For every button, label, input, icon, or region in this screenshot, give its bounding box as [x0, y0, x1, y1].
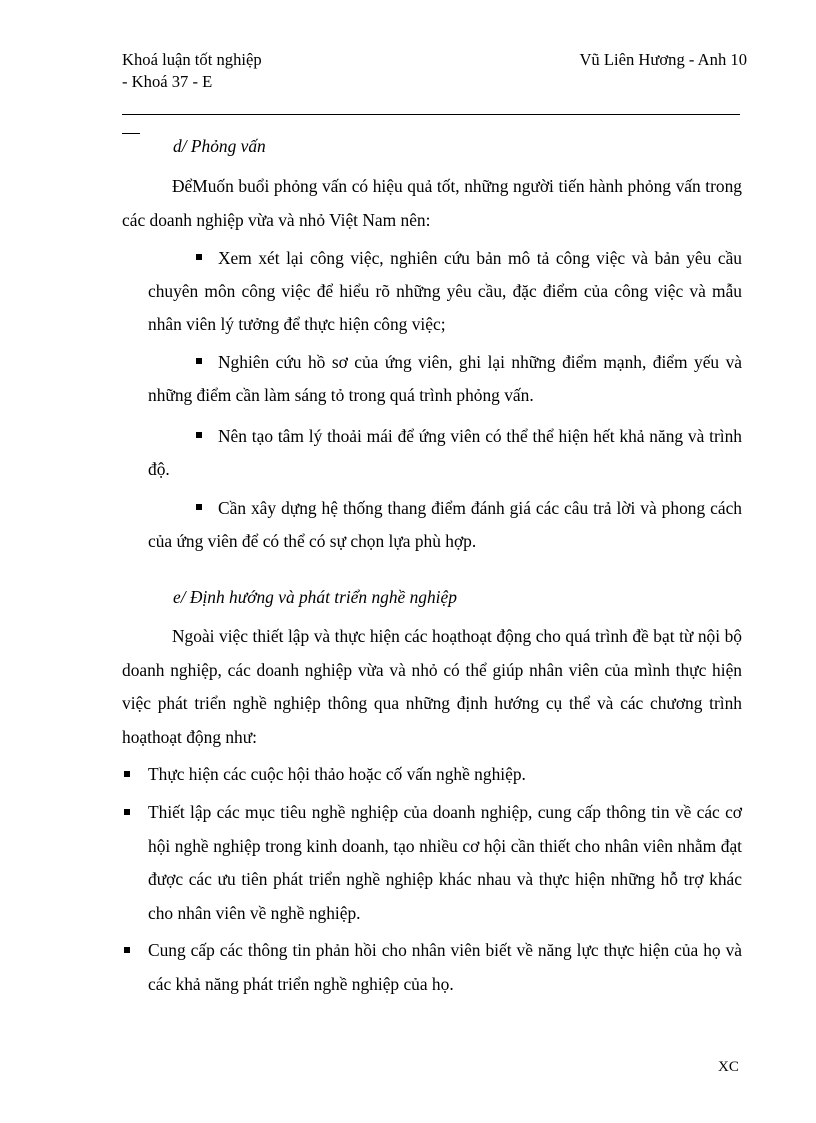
- section-e-intro: Ngoài việc thiết lập và thực hiện các hoạthoạt động cho quá trình đề bạt từ nội bộ doanh nghiệp, các doanh nghiệp vừa và nhỏ có thể giúp nhân viên của mình thực hiện việc phát triển nghề nghiệp thông qua những định hướng cụ thể và các chương trình hoạthoạt động như:: [122, 626, 742, 747]
- square-bullet-icon: [196, 254, 202, 260]
- square-bullet-icon: [196, 504, 202, 510]
- section-d-item: Nghiên cứu hồ sơ của ứng viên, ghi lại những điểm mạnh, điểm yếu và những điểm cần làm sáng tỏ trong quá trình phỏng vấn.: [148, 352, 742, 405]
- section-d-item: Nên tạo tâm lý thoải mái để ứng viên có thể thể hiện hết khả năng và trình độ.: [148, 426, 742, 479]
- section-d-item: Xem xét lại công việc, nghiên cứu bản mô tả công việc và bản yêu cầu chuyên môn công việc để hiểu rõ những yêu cầu, đặc điểm của công việc và mẫu nhân viên lý tưởng để thực hiện công việc;: [148, 248, 742, 334]
- section-e-item: Thiết lập các mục tiêu nghề nghiệp của doanh nghiệp, cung cấp thông tin về các cơ hội nghề nghiệp trong kinh doanh, tạo nhiều cơ hội cần thiết cho nhân viên nhằm đạt được các ưu tiên phát triển nghề nghiệp khác nhau và thực hiện những hỗ trợ khác cho nhân viên về nghề nghiệp.: [122, 796, 742, 930]
- page-footer-label: XC: [718, 1059, 739, 1075]
- square-bullet-icon: [196, 432, 202, 438]
- thesis-title: Khoá luận tốt nghiệp: [122, 50, 262, 69]
- square-bullet-icon: [124, 947, 130, 953]
- square-bullet-icon: [124, 771, 130, 777]
- square-bullet-icon: [124, 809, 130, 815]
- header-divider-stub: [122, 133, 140, 134]
- section-e-heading: e/ Định hướng và phát triển nghề nghiệp: [173, 587, 457, 607]
- header-left: [122, 49, 262, 93]
- header-divider: [122, 114, 740, 115]
- author-name: Vũ Liên Hương - Anh 10: [579, 50, 747, 69]
- course-label: - Khoá 37 - E: [122, 72, 213, 91]
- section-d-intro: ĐểMuốn buổi phỏng vấn có hiệu quả tốt, những người tiến hành phỏng vấn trong các doanh nghiệp vừa và nhỏ Việt Nam nên:: [122, 176, 742, 230]
- section-e-item: Thực hiện các cuộc hội thảo hoặc cố vấn nghề nghiệp.: [122, 758, 742, 792]
- section-d-item: Cần xây dựng hệ thống thang điểm đánh giá các câu trả lời và phong cách của ứng viên để có thể có sự chọn lựa phù hợp.: [148, 498, 742, 551]
- square-bullet-icon: [196, 358, 202, 364]
- section-d-heading: d/ Phỏng vấn: [173, 136, 266, 156]
- section-e-item: Cung cấp các thông tin phản hồi cho nhân viên biết về năng lực thực hiện của họ và các khả năng phát triển nghề nghiệp của họ.: [122, 934, 742, 1001]
